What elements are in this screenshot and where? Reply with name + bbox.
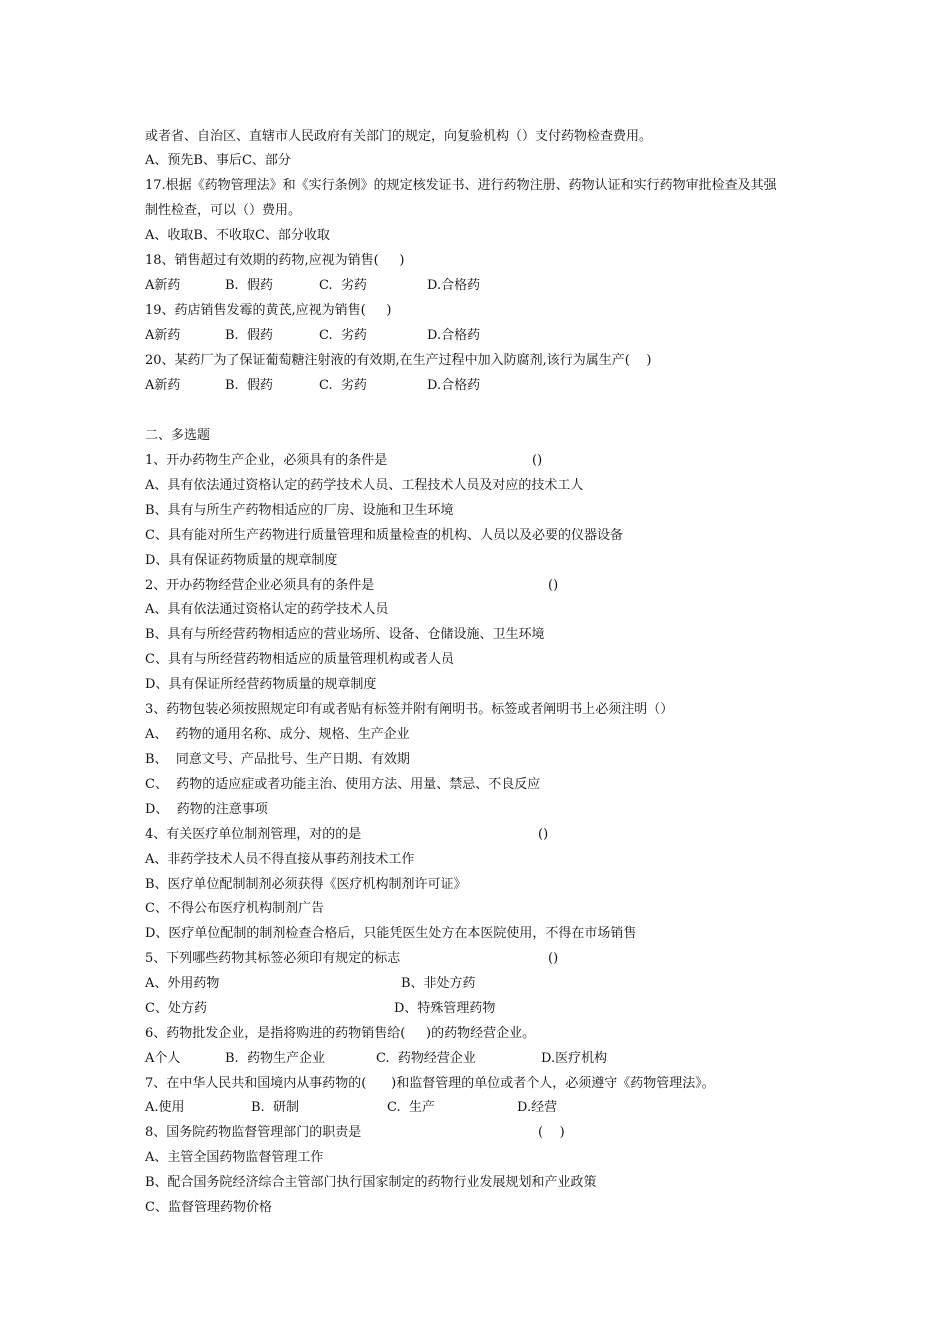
text-line: C、具有能对所生产药物进行质量管理和质量检查的机构、人员以及必要的仪器设备 [145, 528, 623, 543]
question-18: 18、销售超过有效期的药物,应视为销售( ) [145, 253, 405, 268]
answer-bracket: () [538, 827, 549, 842]
option-c: C、处方药 [145, 1001, 207, 1016]
text-line: A、非药学技术人员不得直接从事药剂技术工作 [145, 852, 415, 867]
option-a: A新药 [145, 328, 181, 343]
option-a: A、外用药物 [145, 976, 220, 991]
text-line: B、具有与所生产药物相适应的厂房、设施和卫生环境 [145, 503, 454, 518]
option-c: C. 药物经营企业 [376, 1051, 476, 1066]
options-row [145, 327, 481, 345]
text-line: D、具有保证药物质量的规章制度 [145, 553, 338, 568]
text-line: B、配合国务院经济综合主管部门执行国家制定的药物行业发展规划和产业政策 [145, 1175, 597, 1190]
text-line: D、 药物的注意事项 [145, 802, 268, 817]
option-b: B. 药物生产企业 [225, 1051, 325, 1066]
option-b: B. 假药 [225, 278, 273, 293]
options-row [145, 1050, 608, 1068]
question-text: 2、开办药物经营企业必须具有的条件是 [145, 578, 375, 593]
text-line: C、具有与所经营药物相适应的质量管理机构或者人员 [145, 652, 454, 667]
answer-bracket: ( ) [538, 1125, 565, 1140]
text-line: D、医疗单位配制的制剂检查合格后，只能凭医生处方在本医院使用，不得在市场销售 [145, 926, 637, 941]
text-line: B、具有与所经营药物相适应的营业场所、设备、仓储设施、卫生环境 [145, 627, 545, 642]
question-17: 17.根据《药物管理法》和《实行条例》的规定核发证书、进行药物注册、药物认证和实行药物审批检查及其强 [145, 178, 777, 193]
mq-3: 3、药物包装必须按照规定印有或者贴有标签并附有阐明书。标签或者阐明书上必须注明（） [145, 702, 674, 717]
question-text: 4、有关医疗单位制剂管理，对的的是 [145, 827, 362, 842]
mq-2 [145, 577, 559, 595]
mq-5 [145, 950, 559, 968]
option-b: B. 假药 [225, 378, 273, 393]
text-line: C、监督管理药物价格 [145, 1200, 272, 1215]
text-line: 或者省、自治区、直辖市人民政府有关部门的规定，向复验机构（）支付药物检查费用。 [145, 129, 653, 144]
text-line: D、具有保证所经营药物质量的规章制度 [145, 677, 377, 692]
answer-bracket: () [548, 578, 559, 593]
text-line: A、预先B、事后C、部分 [145, 153, 291, 168]
option-b: B、非处方药 [401, 976, 476, 991]
text-line: A、收取B、不收取C、部分收取 [145, 228, 330, 243]
answer-bracket: () [548, 951, 559, 966]
option-a: A新药 [145, 278, 181, 293]
text-line: A、主管全国药物监督管理工作 [145, 1150, 324, 1165]
text-line: A、 药物的通用名称、成分、规格、生产企业 [145, 727, 410, 742]
text-line: A、具有依法通过资格认定的药学技术人员、工程技术人员及对应的技术工人 [145, 478, 584, 493]
text-line: B、医疗单位配制制剂必须获得《医疗机构制剂许可证》 [145, 877, 467, 892]
mq-8 [145, 1124, 565, 1142]
option-d: D、特殊管理药物 [394, 1001, 496, 1016]
question-text: 8、国务院药物监督管理部门的职责是 [145, 1125, 362, 1140]
options-row [145, 1000, 496, 1018]
text-line: B、 同意文号、产品批号、生产日期、有效期 [145, 752, 410, 767]
mq-7: 7、在中华人民共和国境内从事药物的( )和监督管理的单位或者个人，必须遵守《药物管理法》。 [145, 1076, 715, 1091]
answer-bracket: () [532, 453, 543, 468]
question-20: 20、某药厂为了保证葡萄糖注射液的有效期,在生产过程中加入防腐剂,该行为属生产( ) [145, 353, 652, 368]
option-d: D.合格药 [427, 378, 481, 393]
text-line: 制性检查，可以（）费用。 [145, 203, 302, 218]
mq-4 [145, 826, 549, 844]
option-d: D.合格药 [427, 278, 481, 293]
option-d: D.医疗机构 [541, 1051, 608, 1066]
option-c: C. 劣药 [319, 328, 367, 343]
options-row [145, 377, 481, 395]
option-c: C. 劣药 [319, 378, 367, 393]
text-line: A、具有依法通过资格认定的药学技术人员 [145, 602, 389, 617]
option-c: C. 劣药 [319, 278, 367, 293]
option-c: C. 生产 [387, 1100, 435, 1115]
section-heading: 二、多选题 [145, 428, 211, 443]
question-19: 19、药店销售发霉的黄芪,应视为销售( ) [145, 303, 392, 318]
option-b: B. 研制 [251, 1100, 299, 1115]
option-a: A个人 [145, 1051, 181, 1066]
mq-6: 6、药物批发企业，是指将购进的药物销售给( )的药物经营企业。 [145, 1026, 536, 1041]
option-a: A新药 [145, 378, 181, 393]
options-row [145, 277, 481, 295]
options-row [145, 1099, 558, 1117]
options-row [145, 975, 476, 993]
option-d: D.经营 [517, 1100, 558, 1115]
option-a: A.使用 [145, 1100, 185, 1115]
question-text: 5、下列哪些药物其标签必须印有规定的标志 [145, 951, 401, 966]
option-d: D.合格药 [427, 328, 481, 343]
mq-1 [145, 452, 543, 470]
text-line: C、不得公布医疗机构制剂广告 [145, 901, 324, 916]
question-text: 1、开办药物生产企业，必须具有的条件是 [145, 453, 388, 468]
option-b: B. 假药 [225, 328, 273, 343]
text-line: C、 药物的适应症或者功能主治、使用方法、用量、禁忌、不良反应 [145, 777, 541, 792]
